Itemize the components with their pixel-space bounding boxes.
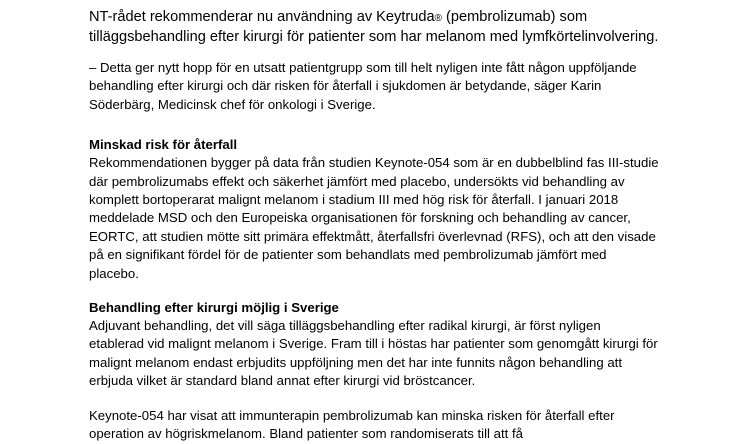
registered-trademark: ® xyxy=(434,13,442,24)
section-body: Adjuvant behandling, det vill säga tilläggsbehandling efter radikal kirurgi, är först nyligen etablerad vid malignt melanom i Sverige. Fram till i höstas har patienter som genomgått kirurgi för malignt melanom endast erbjudits uppföljning men det har inte funnits någon behandling att erbjuda vilket är standard bland annat efter kirurgi vid bröstcancer. xyxy=(89,318,658,389)
section-body: Rekommendationen bygger på data från studien Keynote-054 som är en dubbelblind fas III-studie där pembrolizumabs effekt och säkerhet jämfört med placebo, undersökts vid behandling av komplett bortoperarat malignt melanom i stadium III med hög risk för återfall. I januari 2018 meddelade MSD och den Europeiska organisationen för forskning och behandling av cancer, EORTC, att studien mötte sitt primära effektmått, återfallsfri överlevnad (RFS), och att den visade på en signifikant fördel för de patienter som behandlats med pembrolizumab jämfört med placebo. xyxy=(89,155,659,281)
section-treatment-after-surgery xyxy=(89,299,659,391)
intro-text-part2: (pembrolizumab) som tilläggsbehandling efter kirurgi för patienter som har melanom med lymfkörtelinvolvering. xyxy=(89,9,659,45)
section-heading: Minskad risk för återfall xyxy=(89,137,238,153)
quote-paragraph: – Detta ger nytt hopp för en utsatt patientgrupp som till helt nyligen inte fått någon uppföljande behandling efter kirurgi och där risken för återfall i sjukdomen är betydande, säger Karin Söderbärg, Medicinsk chef för onkologi i Sverige. xyxy=(89,60,637,112)
intro-paragraph xyxy=(89,8,659,47)
section-heading: Behandling efter kirurgi möjlig i Sverige xyxy=(89,300,339,316)
section-reduced-risk xyxy=(89,136,659,283)
intro-text-part1: NT-rådet rekommenderar nu användning av Keytruda xyxy=(89,9,435,25)
final-paragraph: Keynote-054 har visat att immunterapin pembrolizumab kan minska risken för återfall efter operation av högriskmelanom. Bland patienter som randomiserats till att få xyxy=(89,407,615,442)
document-page xyxy=(89,8,659,444)
